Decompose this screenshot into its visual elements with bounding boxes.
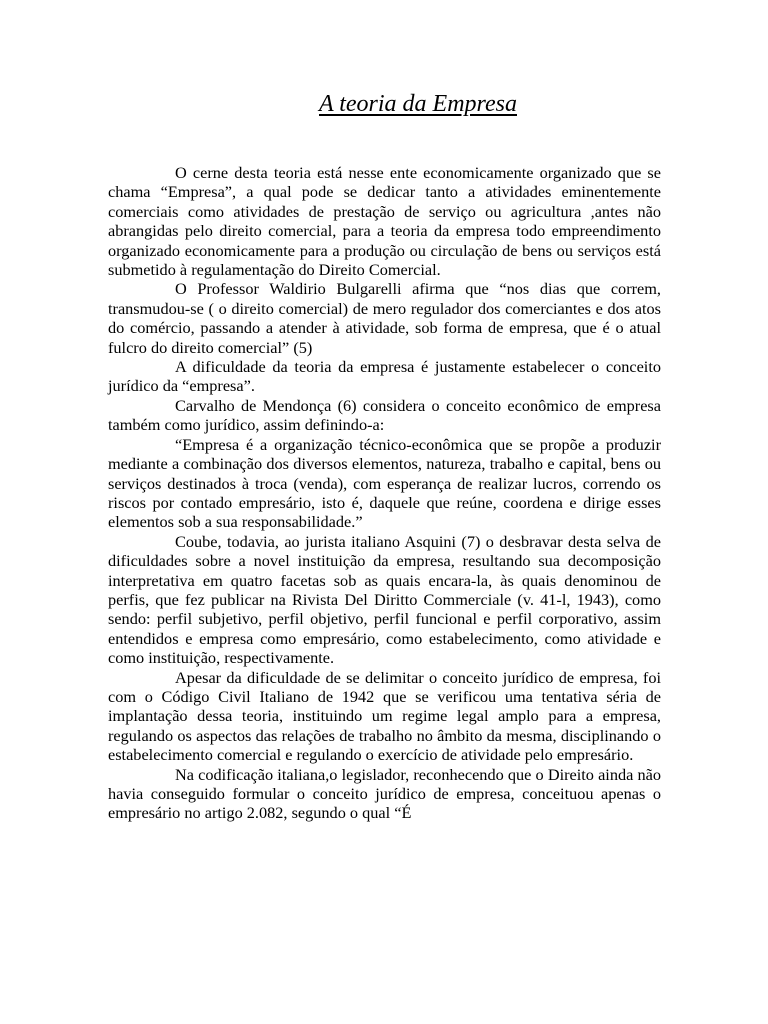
paragraph-8: Na codificação italiana,o legislador, reconhecendo que o Direito ainda não havia conseguido formular o conceito jurídico de empresa, conceituou apenas o empresário no artigo 2.082, segundo o qual “É — [108, 764, 661, 823]
paragraph-2: O Professor Waldirio Bulgarelli afirma que “nos dias que correm, transmudou-se ( o direito comercial) de mero regulador dos comerciantes e dos atos do comércio, passando a atender à atividade, sob forma de empresa, que é o atual fulcro do direito comercial” (5) — [108, 279, 661, 357]
paragraph-1: O cerne desta teoria está nesse ente economicamente organizado que se chama “Empresa”, a qual pode se dedicar tanto a atividades eminentemente comerciais como atividades de prestação de serviço ou agricultura ,antes não abrangidas pelo direito comercial, para a teoria da empresa todo empreendimento organizado economicamente para a produção ou circulação de bens ou serviços está submetido à regulamentação do Direito Comercial. — [108, 163, 661, 280]
paragraph-3: A dificuldade da teoria da empresa é justamente estabelecer o conceito jurídico da “empresa”. — [108, 357, 661, 396]
paragraph-5-quote: “Empresa é a organização técnico-econômica que se propõe a produzir mediante a combinação dos diversos elementos, natureza, trabalho e capital, bens ou serviços destinados à troca (venda), com esperança de realizar lucros, correndo os riscos por contado empresário, isto é, daquele que reúne, coordena e dirige esses elementos sob a sua responsabilidade.” — [108, 434, 661, 532]
document-title: A teoria da Empresa — [319, 91, 517, 117]
paragraph-4: Carvalho de Mendonça (6) considera o conceito econômico de empresa também como jurídico, assim definindo-a: — [108, 395, 661, 435]
document-body — [108, 163, 661, 823]
paragraph-7: Apesar da dificuldade de se delimitar o conceito jurídico de empresa, foi com o Código Civil Italiano de 1942 que se verificou uma tentativa séria de implantação dessa teoria, instituindo um regime legal amplo para a empresa, regulando os aspectos das relações de trabalho no âmbito da mesma, disciplinando o estabelecimento comercial e regulando o exercício de atividade pelo empresário. — [108, 667, 661, 765]
paragraph-6: Coube, todavia, ao jurista italiano Asquini (7) o desbravar desta selva de dificuldades sobre a novel instituição da empresa, resultando sua decomposição interpretativa em quatro facetas sob as quais encara-la, às quais denominou de perfis, que fez publicar na Rivista Del Diritto Commerciale (v. 41-l, 1943), como sendo: perfil subjetivo, perfil objetivo, perfil funcional e perfil corporativo, assim entendidos e empresa como empresário, como estabelecimento, como atividade e como instituição, respectivamente. — [108, 531, 661, 668]
